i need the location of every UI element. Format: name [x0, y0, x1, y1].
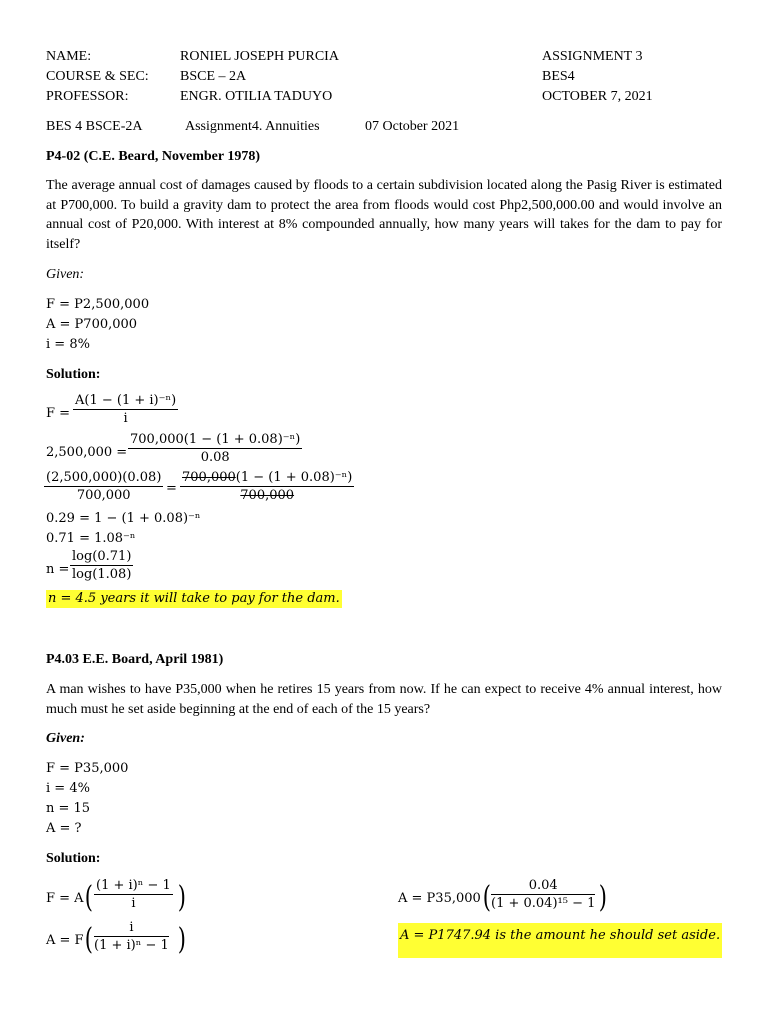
subject-label: BES4 [542, 69, 575, 84]
problem1-given-a: A = P700,000 [46, 317, 138, 332]
p1-eq6-num: log(0.71) [72, 549, 132, 564]
p1-eq6-lhs: n = [46, 562, 70, 577]
sub-date: 07 October 2021 [365, 119, 460, 134]
p2-eq2-close-paren: ) [177, 922, 186, 957]
problem1-text: The average annual cost of damages caused by floods to a certain subdivision located along the Pasig River is estimated at P700,000. To build a gravity dam to protect the area from floods would cost Php2,500,000.00 and would involve an annual cost of P20,000. With interest at 8% compounded annually, how many years will takes for the dam to pay for itself? [46, 178, 722, 252]
name-value: RONIEL JOSEPH PURCIA [180, 49, 339, 64]
p1-eq2-fraction [128, 431, 302, 466]
problem2-given-label: Given: [46, 731, 85, 746]
p1-eq3-lden: 700,000 [76, 488, 131, 503]
p1-eq3-rnum-rest: (1 − (1 + 0.08)⁻ⁿ) [235, 470, 353, 485]
p2-eq3-num: 0.04 [491, 877, 595, 895]
problem1-solution-label: Solution: [46, 367, 101, 382]
problem2-given-n: n = 15 [46, 801, 91, 816]
problem1-given-label: Given: [46, 267, 85, 282]
p1-eq2-den: 0.08 [200, 450, 230, 465]
p2-eq2-open-paren: ( [84, 922, 93, 957]
p1-answer: n = 4.5 years it will take to pay for the dam. [48, 591, 340, 606]
problem2-text: A man wishes to have P35,000 when he retires 15 years from now. If he can expect to receive 4% annual interest, how much must he set aside beginning at the end of each of the 15 years? [46, 682, 722, 717]
problem2-given-f: F = P35,000 [46, 761, 129, 776]
p1-eq3-left-fraction [44, 469, 163, 504]
p2-eq1-lhs: F = A [46, 891, 84, 906]
p2-eq3-lhs: A = P35,000 [398, 891, 481, 906]
name-label: NAME: [46, 49, 92, 64]
course-label: COURSE & SEC: [46, 69, 149, 84]
p1-eq4: 0.29 = 1 − (1 + 0.08)⁻ⁿ [46, 511, 201, 526]
problem2-solution-label: Solution: [46, 851, 101, 866]
assignment-label: ASSIGNMENT 3 [542, 49, 643, 64]
p2-eq1-num: (1 + i)ⁿ − 1 [96, 878, 171, 893]
p2-eq3-fraction [491, 877, 595, 912]
p2-eq3-open-paren: ( [482, 880, 491, 915]
p1-eq2-lhs: 2,500,000 = [46, 445, 128, 460]
professor-value: ENGR. OTILIA TADUYO [180, 89, 333, 104]
p1-eq1-fraction [73, 392, 178, 427]
p1-eq6-fraction [70, 548, 133, 583]
p2-eq1-close-paren: ) [177, 880, 186, 915]
problem1-given-f: F = P2,500,000 [46, 297, 150, 312]
problem1-given-i: i = 8% [46, 337, 90, 352]
professor-label: PROFESSOR: [46, 89, 129, 104]
problem2-title: P4.03 E.E. Board, April 1981) [46, 652, 224, 667]
sub-title: Assignment4. Annuities [185, 119, 320, 134]
p1-eq2-num: 700,000(1 − (1 + 0.08)⁻ⁿ) [130, 432, 301, 447]
p1-eq5: 0.71 = 1.08⁻ⁿ [46, 531, 136, 546]
p2-answer: A = P1747.94 is the amount he should set aside. [398, 923, 722, 958]
p2-eq2-num: i [94, 919, 169, 937]
p2-eq1-den: i [131, 896, 136, 911]
p1-eq3-lnum: (2,500,000)(0.08) [46, 470, 162, 485]
problem2-given-a: A = ? [46, 821, 82, 836]
sub-course: BES 4 BSCE-2A [46, 119, 143, 134]
p1-eq1-den: i [123, 411, 128, 426]
p2-eq3-den: (1 + 0.04)¹⁵ − 1 [491, 896, 596, 911]
p2-eq1-fraction [94, 877, 173, 912]
p1-eq6-den: log(1.08) [72, 567, 132, 582]
p2-eq1-open-paren: ( [84, 880, 93, 915]
p2-eq2-den: (1 + i)ⁿ − 1 [94, 938, 169, 953]
p2-eq3-close-paren: ) [598, 880, 607, 915]
problem1-title: P4-02 (C.E. Beard, November 1978) [46, 149, 260, 164]
p1-eq3-equals: = [166, 481, 177, 496]
p1-eq3-rnum-strike: 700,000 [182, 470, 236, 485]
problem2-given-i: i = 4% [46, 781, 90, 796]
p1-eq3-rden: 700,000 [240, 488, 295, 503]
p1-eq1-lhs: F = [46, 406, 71, 421]
p2-eq2-lhs: A = F [46, 933, 84, 948]
p1-eq1-num: A(1 − (1 + i)⁻ⁿ) [75, 393, 177, 408]
course-value: BSCE – 2A [180, 69, 247, 84]
date-label: OCTOBER 7, 2021 [542, 89, 653, 104]
p1-eq3-right-fraction [180, 469, 354, 504]
p2-eq2-fraction [94, 919, 169, 954]
